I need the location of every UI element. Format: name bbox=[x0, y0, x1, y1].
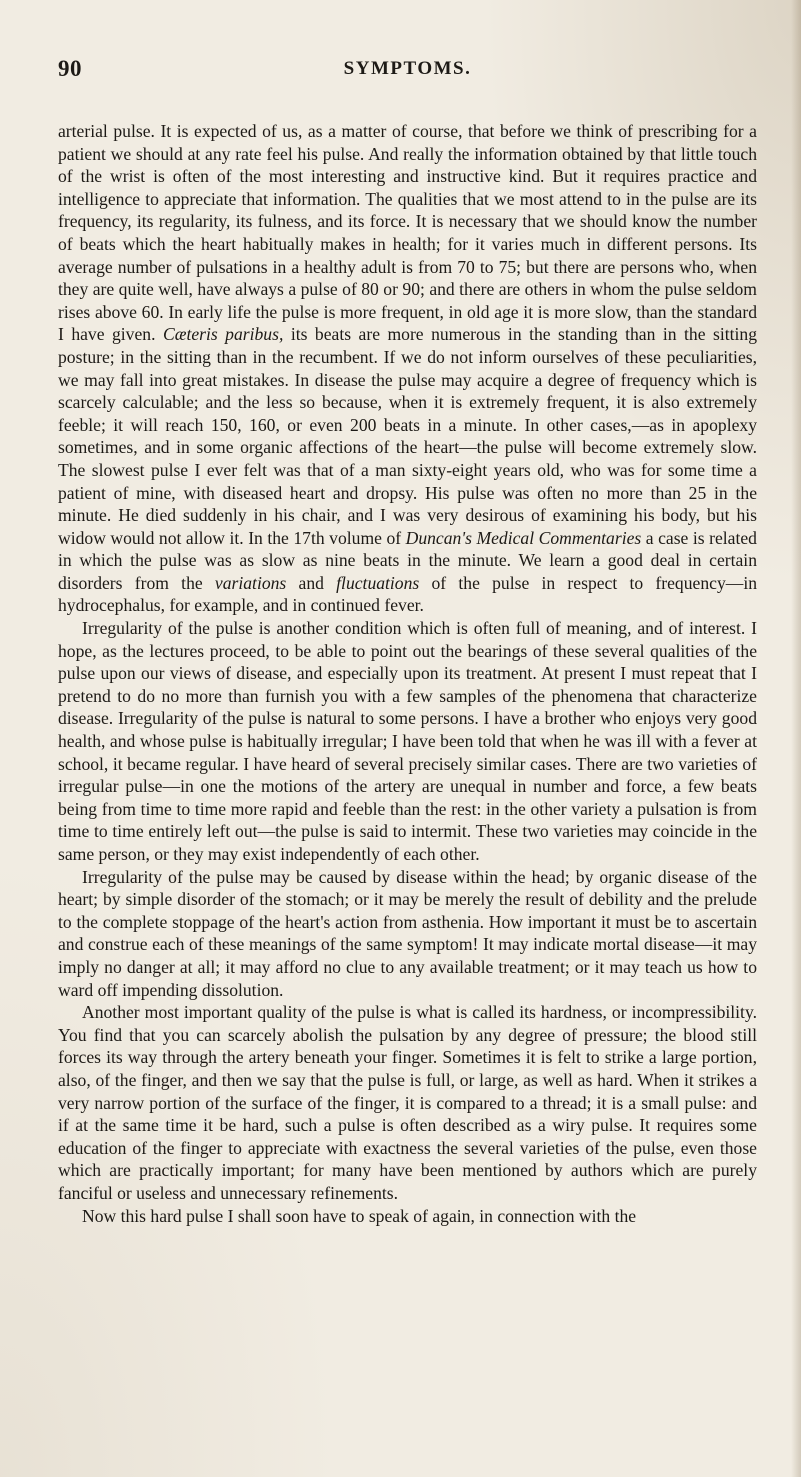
paragraph-text: and bbox=[286, 572, 337, 593]
paragraph-text: arterial pulse. It is expected of us, as a matter of course, that before we think of prescribing for a patient we should at any rate feel his pulse. And really the information obtained by that little touch of the wrist is often of the most interesting and instructive kind. But it requires practice and intelligence to appreciate that information. The qualities that we most attend to in the pulse are its frequency, its regularity, its fulness, and its force. It is necessary that we should know the number of beats which the heart habitually makes in health; for it varies much in different persons. Its average number of pulsations in a healthy adult is from 70 to 75; but there are persons who, when they are quite well, have always a pulse of 80 or 90; and there are others in whom the pulse seldom rises above 60. In early life the pulse is more frequent, in old age it is more slow, than the standard I have given. bbox=[58, 121, 757, 345]
paragraph-irregularity: Irregularity of the pulse is another condition which is often full of meaning, and of interest. I hope, as the lectures proceed, to be able to point out the bearings of these several qualities of the pulse upon our views of disease, and especially upon its treatment. At present I must repeat that I pretend to do no more than furnish you with a few samples of the phenomena that characterize disease. Irregularity of the pulse is natural to some persons. I have a brother who enjoys very good health, and whose pulse is habitually irregular; I have been told that when he was ill with a fever at school, it became regular. I have heard of several precisely similar cases. There are two varieties of irregular pulse—in one the motions of the artery are unequal in number and force, a few beats being from time to time more rapid and feeble than the rest: in the other variety a pulsation is from time to time entirely left out—the pulse is said to intermit. These two varieties may coincide in the same person, or they may exist independently of each other. bbox=[58, 618, 757, 864]
page-number: 90 bbox=[58, 56, 82, 81]
running-head bbox=[58, 56, 757, 92]
paragraph-hardness: Another most important quality of the pulse is what is called its hardness, or incompressibility. You find that you can scarcely abolish the pulsation by any degree of pressure; the blood still forces its way through the artery beneath your finger. Sometimes it is felt to strike a large portion, also, of the finger, and then we say that the pulse is full, or large, as well as hard. When it strikes a very narrow portion of the surface of the finger, it is compared to a thread; it is a small pulse: and if at the same time it be hard, such a pulse is often described as a wiry pulse. It requires some education of the finger to appreciate with exactness the several varieties of the pulse, even those which are practically important; for many have been mentioned by authors which are purely fanciful or useless and unnecessary refinements. bbox=[58, 1002, 757, 1203]
paragraph-pulse-frequency bbox=[58, 120, 757, 617]
italic-latin-phrase: Cæteris paribus, bbox=[162, 324, 284, 345]
running-title: SYMPTOMS. bbox=[343, 58, 472, 79]
paragraph-irregularity-causes: Irregularity of the pulse may be caused by disease within the head; by organic disease of the heart; by simple disorder of the stomach; or it may be merely the result of debility and the prelude to the complete stoppage of the heart's action from asthenia. How important it must be to ascertain and construe each of these meanings of the same symptom! It may indicate mortal disease—it may imply no danger at all; it may afford no clue to any available treatment; or it may teach us how to ward off impending dissolution. bbox=[58, 866, 757, 1000]
paragraph-hard-pulse: Now this hard pulse I shall soon have to speak of again, in connection with the bbox=[82, 1205, 637, 1226]
paragraph-text: a case is related in which the pulse was as slow as nine beats in the minute. We learn a good deal in certain disorders from the bbox=[58, 527, 757, 593]
body-text bbox=[58, 120, 757, 1227]
page-edge-shadow bbox=[791, 0, 801, 1477]
paragraph-text: of the pulse in respect to frequency—in hydrocephalus, for example, and in continued fever. bbox=[58, 572, 758, 616]
italic-book-title: Duncan's Medical Commentaries bbox=[405, 527, 642, 548]
italic-term-variations: variations bbox=[214, 572, 287, 593]
italic-term-fluctuations: fluctuations bbox=[336, 572, 420, 593]
paragraph-text: its beats are more numerous in the standing than in the sitting posture; in the sitting than in the recumbent. If we do not inform ourselves of these peculiarities, we may fall into great mistakes. In disease the pulse may acquire a degree of frequency which is scarcely calculable; and the less so because, when it is extremely frequent, it is also extremely feeble; it will reach 150, 160, or even 200 beats in a minute. In other cases,—as in apoplexy sometimes, and in some organic affections of the heart—the pulse will become extremely slow. The slowest pulse I ever felt was that of a man sixty-eight years old, who was for some time a patient of mine, with diseased heart and dropsy. His pulse was often no more than 25 in the minute. He died suddenly in his chair, and I was very desirous of examining his body, but his widow would not allow it. In the 17th volume of bbox=[58, 324, 757, 548]
